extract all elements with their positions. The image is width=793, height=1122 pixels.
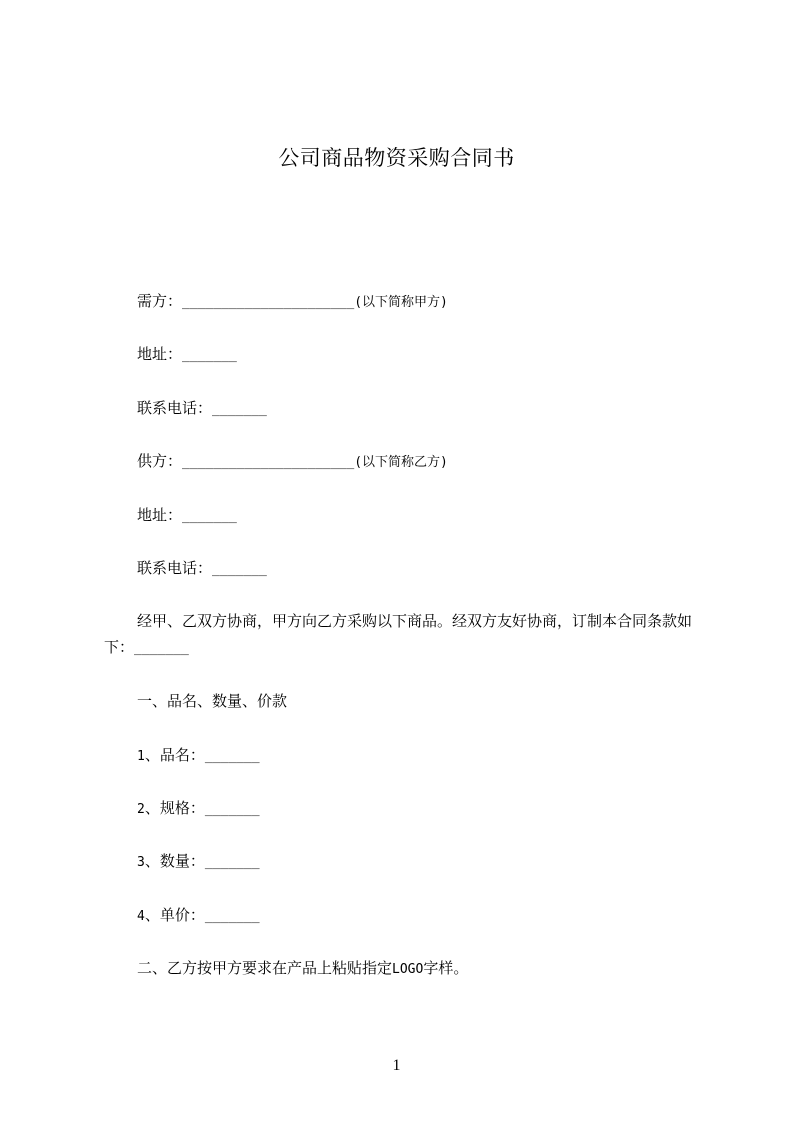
- supplier-line: [137, 451, 448, 473]
- supplier-address-blank: _______: [182, 509, 237, 524]
- section2-line: [137, 958, 468, 980]
- page-number: 1: [392, 1057, 401, 1074]
- buyer-blank: ______________________: [182, 295, 355, 310]
- item-price-line: [137, 905, 260, 927]
- item-label: 、单价：: [144, 906, 205, 924]
- section1-heading: 一、品名、数量、价款: [137, 692, 288, 710]
- item-blank: _______: [204, 749, 260, 764]
- buyer-note: (以下简称甲方): [354, 295, 448, 310]
- item-label: 、品名：: [144, 746, 205, 764]
- buyer-phone-label: 联系电话：: [137, 399, 213, 417]
- buyer-phone-line: [137, 398, 267, 420]
- supplier-phone-line: [137, 558, 267, 580]
- supplier-phone-label: 联系电话：: [137, 559, 213, 577]
- supplier-address-label: 地址：: [137, 506, 183, 524]
- buyer-address-line: [137, 344, 237, 366]
- buyer-address-blank: _______: [182, 348, 237, 363]
- intro-paragraph: [104, 608, 704, 662]
- item-blank: _______: [204, 802, 260, 817]
- section2-prefix: 二、乙方按甲方要求在产品上粘贴指定: [137, 959, 393, 977]
- item-number: 4: [137, 909, 145, 924]
- document-title: 公司商品物资采购合同书: [278, 146, 515, 170]
- item-label: 、规格：: [144, 799, 205, 817]
- item-quantity-line: [137, 851, 260, 873]
- supplier-label: 供方：: [137, 452, 183, 470]
- item-number: 1: [137, 749, 145, 764]
- buyer-address-label: 地址：: [137, 345, 183, 363]
- intro-blank: _______: [134, 641, 189, 656]
- buyer-label: 需方：: [137, 292, 183, 310]
- item-spec-line: [137, 798, 260, 820]
- item-number: 2: [137, 802, 145, 817]
- supplier-blank: ______________________: [182, 455, 355, 470]
- section2-logo: LOGO: [392, 962, 424, 977]
- intro-text: 经甲、乙双方协商，甲方向乙方采购以下商品。经双方友好协商，订制本合同条款如下：: [104, 612, 693, 656]
- item-name-line: [137, 745, 260, 767]
- section2-suffix: 字样。: [423, 959, 469, 977]
- supplier-note: (以下简称乙方): [354, 455, 448, 470]
- buyer-phone-blank: _______: [212, 402, 267, 417]
- buyer-line: [137, 291, 448, 313]
- item-number: 3: [137, 855, 145, 870]
- supplier-phone-blank: _______: [212, 562, 267, 577]
- supplier-address-line: [137, 505, 237, 527]
- item-blank: _______: [204, 855, 260, 870]
- item-blank: _______: [204, 909, 260, 924]
- item-label: 、数量：: [144, 852, 205, 870]
